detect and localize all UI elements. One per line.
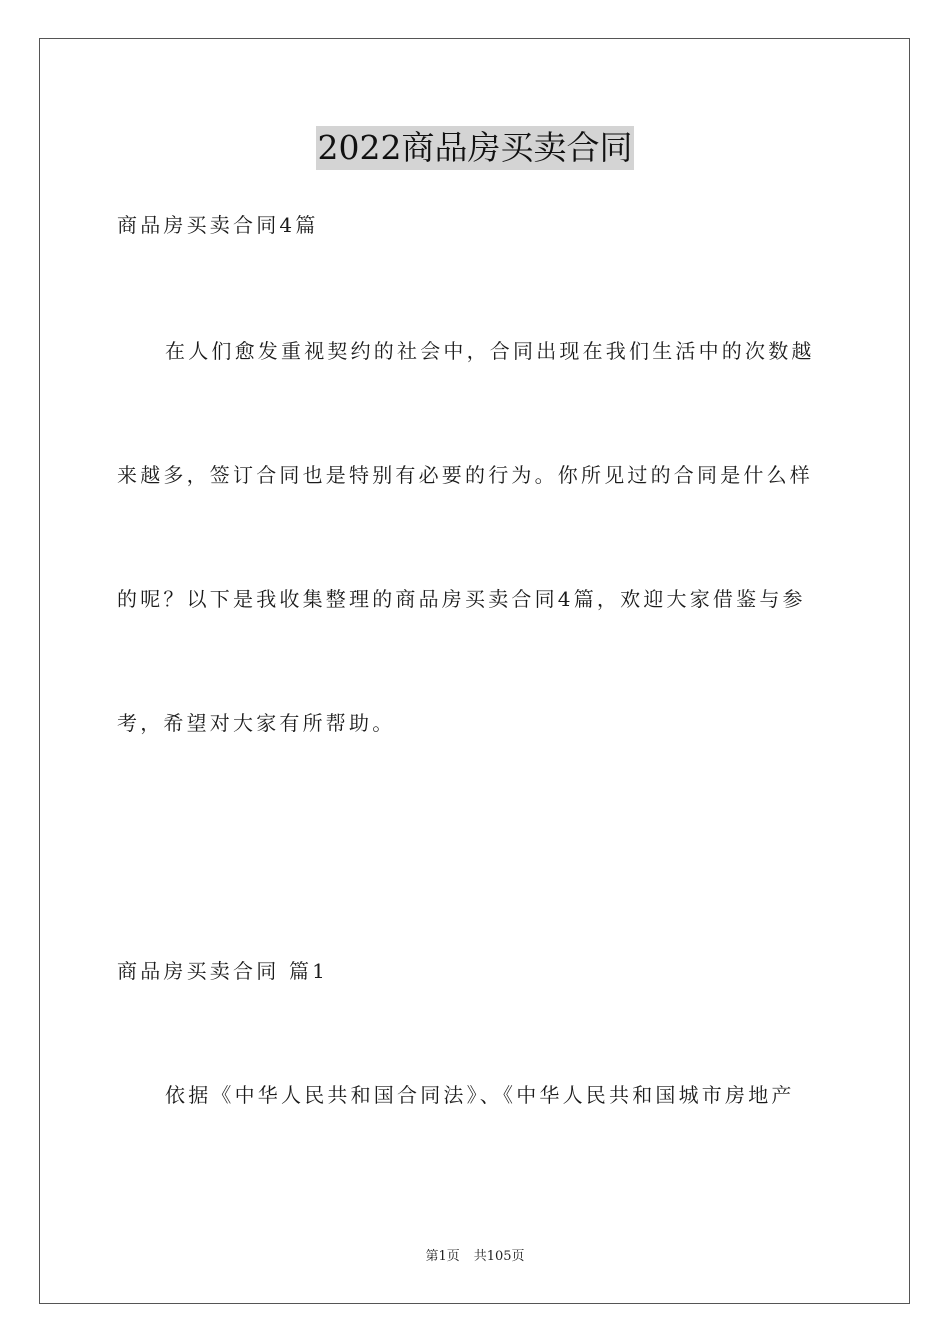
page-total: 共105页 [473,1249,525,1264]
intro-line-2: 来越多，签订合同也是特别有必要的行为。你所见过的合同是什么样 [117,463,813,487]
intro-line-1: 在人们愈发重视契约的社会中，合同出现在我们生活中的次数越 [165,339,815,363]
page-footer [0,1248,950,1266]
document-title: 2022商品房买卖合同 [316,126,635,170]
page-number: 第1页 [425,1249,460,1264]
intro-line-3: 的呢？以下是我收集整理的商品房买卖合同4篇，欢迎大家借鉴与参 [117,587,806,611]
section-heading: 商品房买卖合同 篇1 [117,959,329,983]
section-first-line: 依据《中华人民共和国合同法》、《中华人民共和国城市房地产 [165,1083,795,1107]
document-subtitle: 商品房买卖合同4篇 [117,213,319,237]
intro-line-4: 考，希望对大家有所帮助。 [117,711,396,735]
title-container [0,126,950,170]
